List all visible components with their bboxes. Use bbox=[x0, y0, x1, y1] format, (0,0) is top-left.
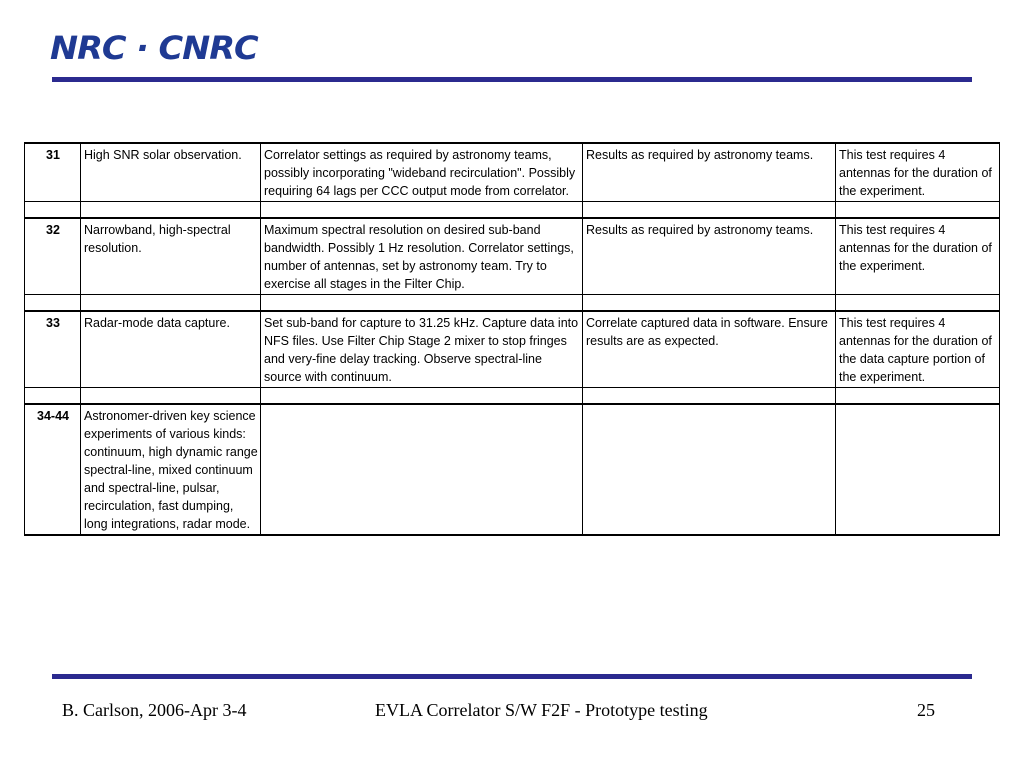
test-notes: This test requires 4 antennas for the duration of the data capture portion of the experiment. bbox=[836, 311, 1000, 388]
footer-rule bbox=[52, 674, 972, 679]
header-rule bbox=[52, 77, 972, 82]
table-row-33 bbox=[25, 311, 1000, 388]
test-name: Astronomer-driven key science experiments of various kinds: continuum, high dynamic range spectral-line, mixed continuum and spectral-line, pulsar, recirculation, fast dumping, long integrations, radar mode. bbox=[81, 404, 261, 535]
test-settings bbox=[261, 404, 583, 535]
page-number: 25 bbox=[917, 700, 935, 720]
test-number: 32 bbox=[25, 218, 81, 295]
test-number: 31 bbox=[25, 143, 81, 202]
test-number: 34-44 bbox=[25, 404, 81, 535]
test-settings: Maximum spectral resolution on desired sub-band bandwidth. Possibly 1 Hz resolution. Correlator settings, number of antennas, set by astronomy team. Try to exercise all stages in the Filter Chip. bbox=[261, 218, 583, 295]
nrc-cnrc-logo: NRC · CNRC bbox=[50, 29, 258, 67]
test-name: Radar-mode data capture. bbox=[81, 311, 261, 388]
test-results: Results as required by astronomy teams. bbox=[583, 143, 836, 202]
spacer-row bbox=[25, 202, 1000, 219]
spacer-row bbox=[25, 388, 1000, 405]
test-name: High SNR solar observation. bbox=[81, 143, 261, 202]
spacer-row bbox=[25, 295, 1000, 312]
test-notes: This test requires 4 antennas for the duration of the experiment. bbox=[836, 143, 1000, 202]
table-row-34-44 bbox=[25, 404, 1000, 535]
footer-author: B. Carlson, 2006-Apr 3-4 bbox=[62, 700, 247, 720]
table-row-32 bbox=[25, 218, 1000, 295]
test-number: 33 bbox=[25, 311, 81, 388]
test-notes bbox=[836, 404, 1000, 535]
footer-title: EVLA Correlator S/W F2F - Prototype testing bbox=[375, 700, 708, 720]
test-results bbox=[583, 404, 836, 535]
test-settings: Set sub-band for capture to 31.25 kHz. Capture data into NFS files. Use Filter Chip Stage 2 mixer to stop fringes and very-fine delay tracking. Observe spectral-line source with continuum. bbox=[261, 311, 583, 388]
table-row-31 bbox=[25, 143, 1000, 202]
test-results: Results as required by astronomy teams. bbox=[583, 218, 836, 295]
test-table bbox=[24, 142, 1000, 536]
test-results: Correlate captured data in software. Ensure results are as expected. bbox=[583, 311, 836, 388]
test-name: Narrowband, high-spectral resolution. bbox=[81, 218, 261, 295]
test-settings: Correlator settings as required by astronomy teams, possibly incorporating "wideband recirculation". Possibly requiring 64 lags per CCC output mode from correlator. bbox=[261, 143, 583, 202]
test-notes: This test requires 4 antennas for the duration of the experiment. bbox=[836, 218, 1000, 295]
